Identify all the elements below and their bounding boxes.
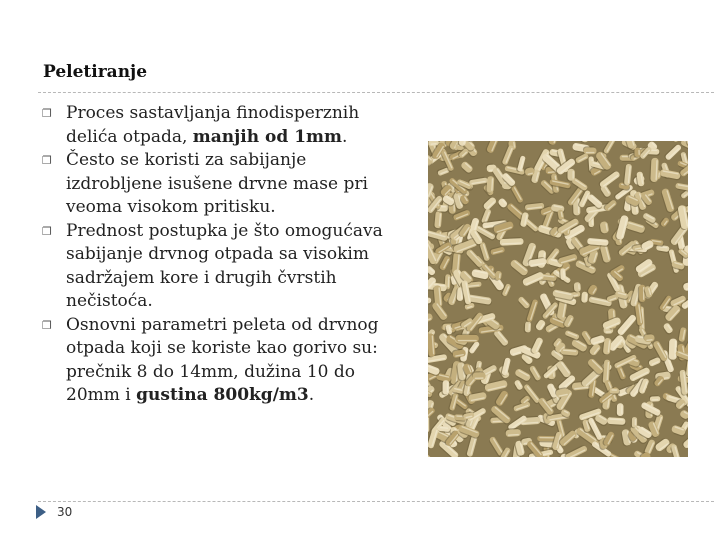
bullet-text-line: Proces sastavljanja finodisperznih xyxy=(66,103,360,123)
slide-title: Peletiranje xyxy=(43,62,148,82)
pellet-shape xyxy=(455,334,479,343)
bullet-box-icon: ❐ xyxy=(42,154,52,167)
pellet-shape xyxy=(638,285,646,303)
bullet-emphasis: manjih od 1mm xyxy=(192,126,342,147)
bullet-item xyxy=(42,102,402,149)
bullet-item xyxy=(42,314,402,408)
bullet-text: Prednost postupka je što omogućava sabijanje drvnog otpada sa visokim sadržajem kore i drugih čvrstih nečistoća. xyxy=(66,220,383,311)
pellet-shape xyxy=(441,380,449,395)
bullet-item xyxy=(42,149,402,220)
pellet-shape xyxy=(505,428,521,437)
bullet-box-icon: ❐ xyxy=(42,224,52,238)
page-number: 30 xyxy=(57,505,73,519)
pellet-shape xyxy=(649,158,659,183)
bullet-text-body: Osnovni parametri peleta od drvnog otpada koji se koriste kao gorivo su: prečnik 8 do 14mm, dužina 10 do 20mm i xyxy=(66,314,379,405)
bullet-punctuation: . xyxy=(342,126,348,147)
pellet-shape xyxy=(649,395,660,402)
bullet-text xyxy=(66,103,359,147)
bullet-list xyxy=(42,102,402,408)
bullet-text-line: delića otpada, xyxy=(66,126,193,147)
pellet-shape xyxy=(559,268,566,281)
pellet-shape xyxy=(607,417,626,426)
pellet-shape xyxy=(583,146,597,154)
bullet-text: Često se koristi za sabijanje izdrobljene isušene drvne mase pri veoma visokom pritisku. xyxy=(66,150,368,217)
triangle-right-icon xyxy=(36,505,46,519)
pellet-shape xyxy=(609,388,620,395)
pellet-shape xyxy=(616,403,624,417)
bullet-box-icon: ❐ xyxy=(42,107,52,120)
pellet-shape xyxy=(428,415,429,433)
bullet-text xyxy=(66,315,379,406)
pellet-shape xyxy=(631,417,637,428)
bullet-emphasis: gustina 800kg/m3 xyxy=(136,385,309,405)
bullet-item xyxy=(42,220,402,314)
title-divider xyxy=(38,92,714,93)
wood-pellets-photo xyxy=(428,141,688,457)
bullet-box-icon: ❐ xyxy=(42,318,52,332)
footer-divider xyxy=(38,501,714,502)
pellet-shape xyxy=(668,338,678,360)
bullet-punctuation: . xyxy=(308,385,315,405)
pellet-shape xyxy=(472,371,486,380)
